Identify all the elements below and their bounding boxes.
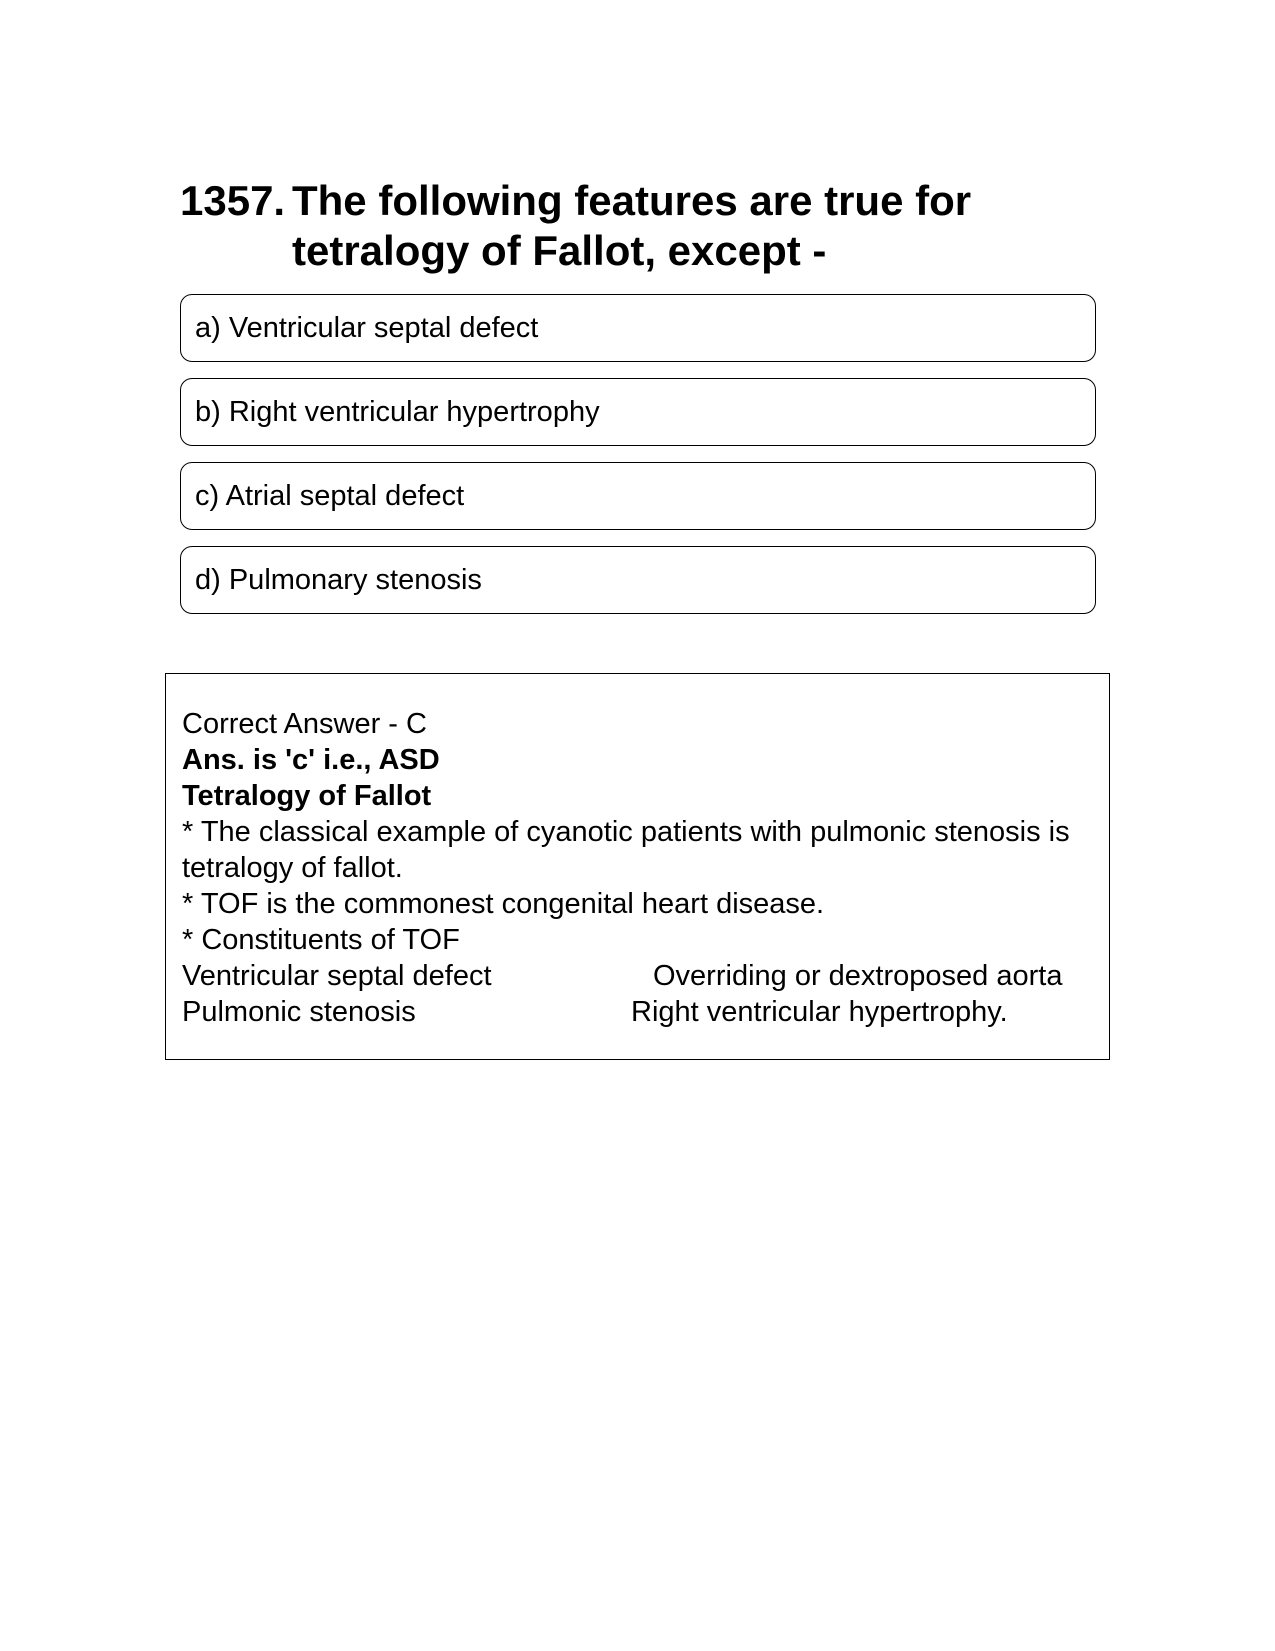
explanation-point-2: * TOF is the commonest congenital heart disease. — [182, 888, 825, 920]
question-heading — [180, 176, 1080, 276]
options-list — [180, 294, 1096, 630]
option-d[interactable]: d) Pulmonary stenosis — [180, 546, 1096, 614]
answer-statement: Ans. is 'c' i.e., ASD — [182, 744, 440, 776]
answer-topic: Tetralogy of Fallot — [182, 780, 432, 812]
answer-explanation-box — [165, 673, 1110, 1060]
constituent-item: Overriding or dextroposed aorta — [653, 960, 1063, 992]
constituents-row — [182, 958, 1093, 994]
constituent-item: Right ventricular hypertrophy. — [631, 996, 1008, 1028]
explanation-point-1: * The classical example of cyanotic patients with pulmonic stenosis is tetralogy of fallot. — [182, 816, 1070, 884]
option-a[interactable]: a) Ventricular septal defect — [180, 294, 1096, 362]
option-b[interactable]: b) Right ventricular hypertrophy — [180, 378, 1096, 446]
constituent-item: Ventricular septal defect — [182, 960, 492, 992]
correct-answer: Correct Answer - C — [182, 708, 427, 740]
explanation-point-3: * Constituents of TOF — [182, 924, 460, 956]
question-text: The following features are true for tetralogy of Fallot, except - — [292, 177, 972, 274]
option-c[interactable]: c) Atrial septal defect — [180, 462, 1096, 530]
question-number: 1357. — [180, 177, 286, 224]
constituents-row — [182, 994, 1093, 1030]
constituent-item: Pulmonic stenosis — [182, 996, 416, 1028]
